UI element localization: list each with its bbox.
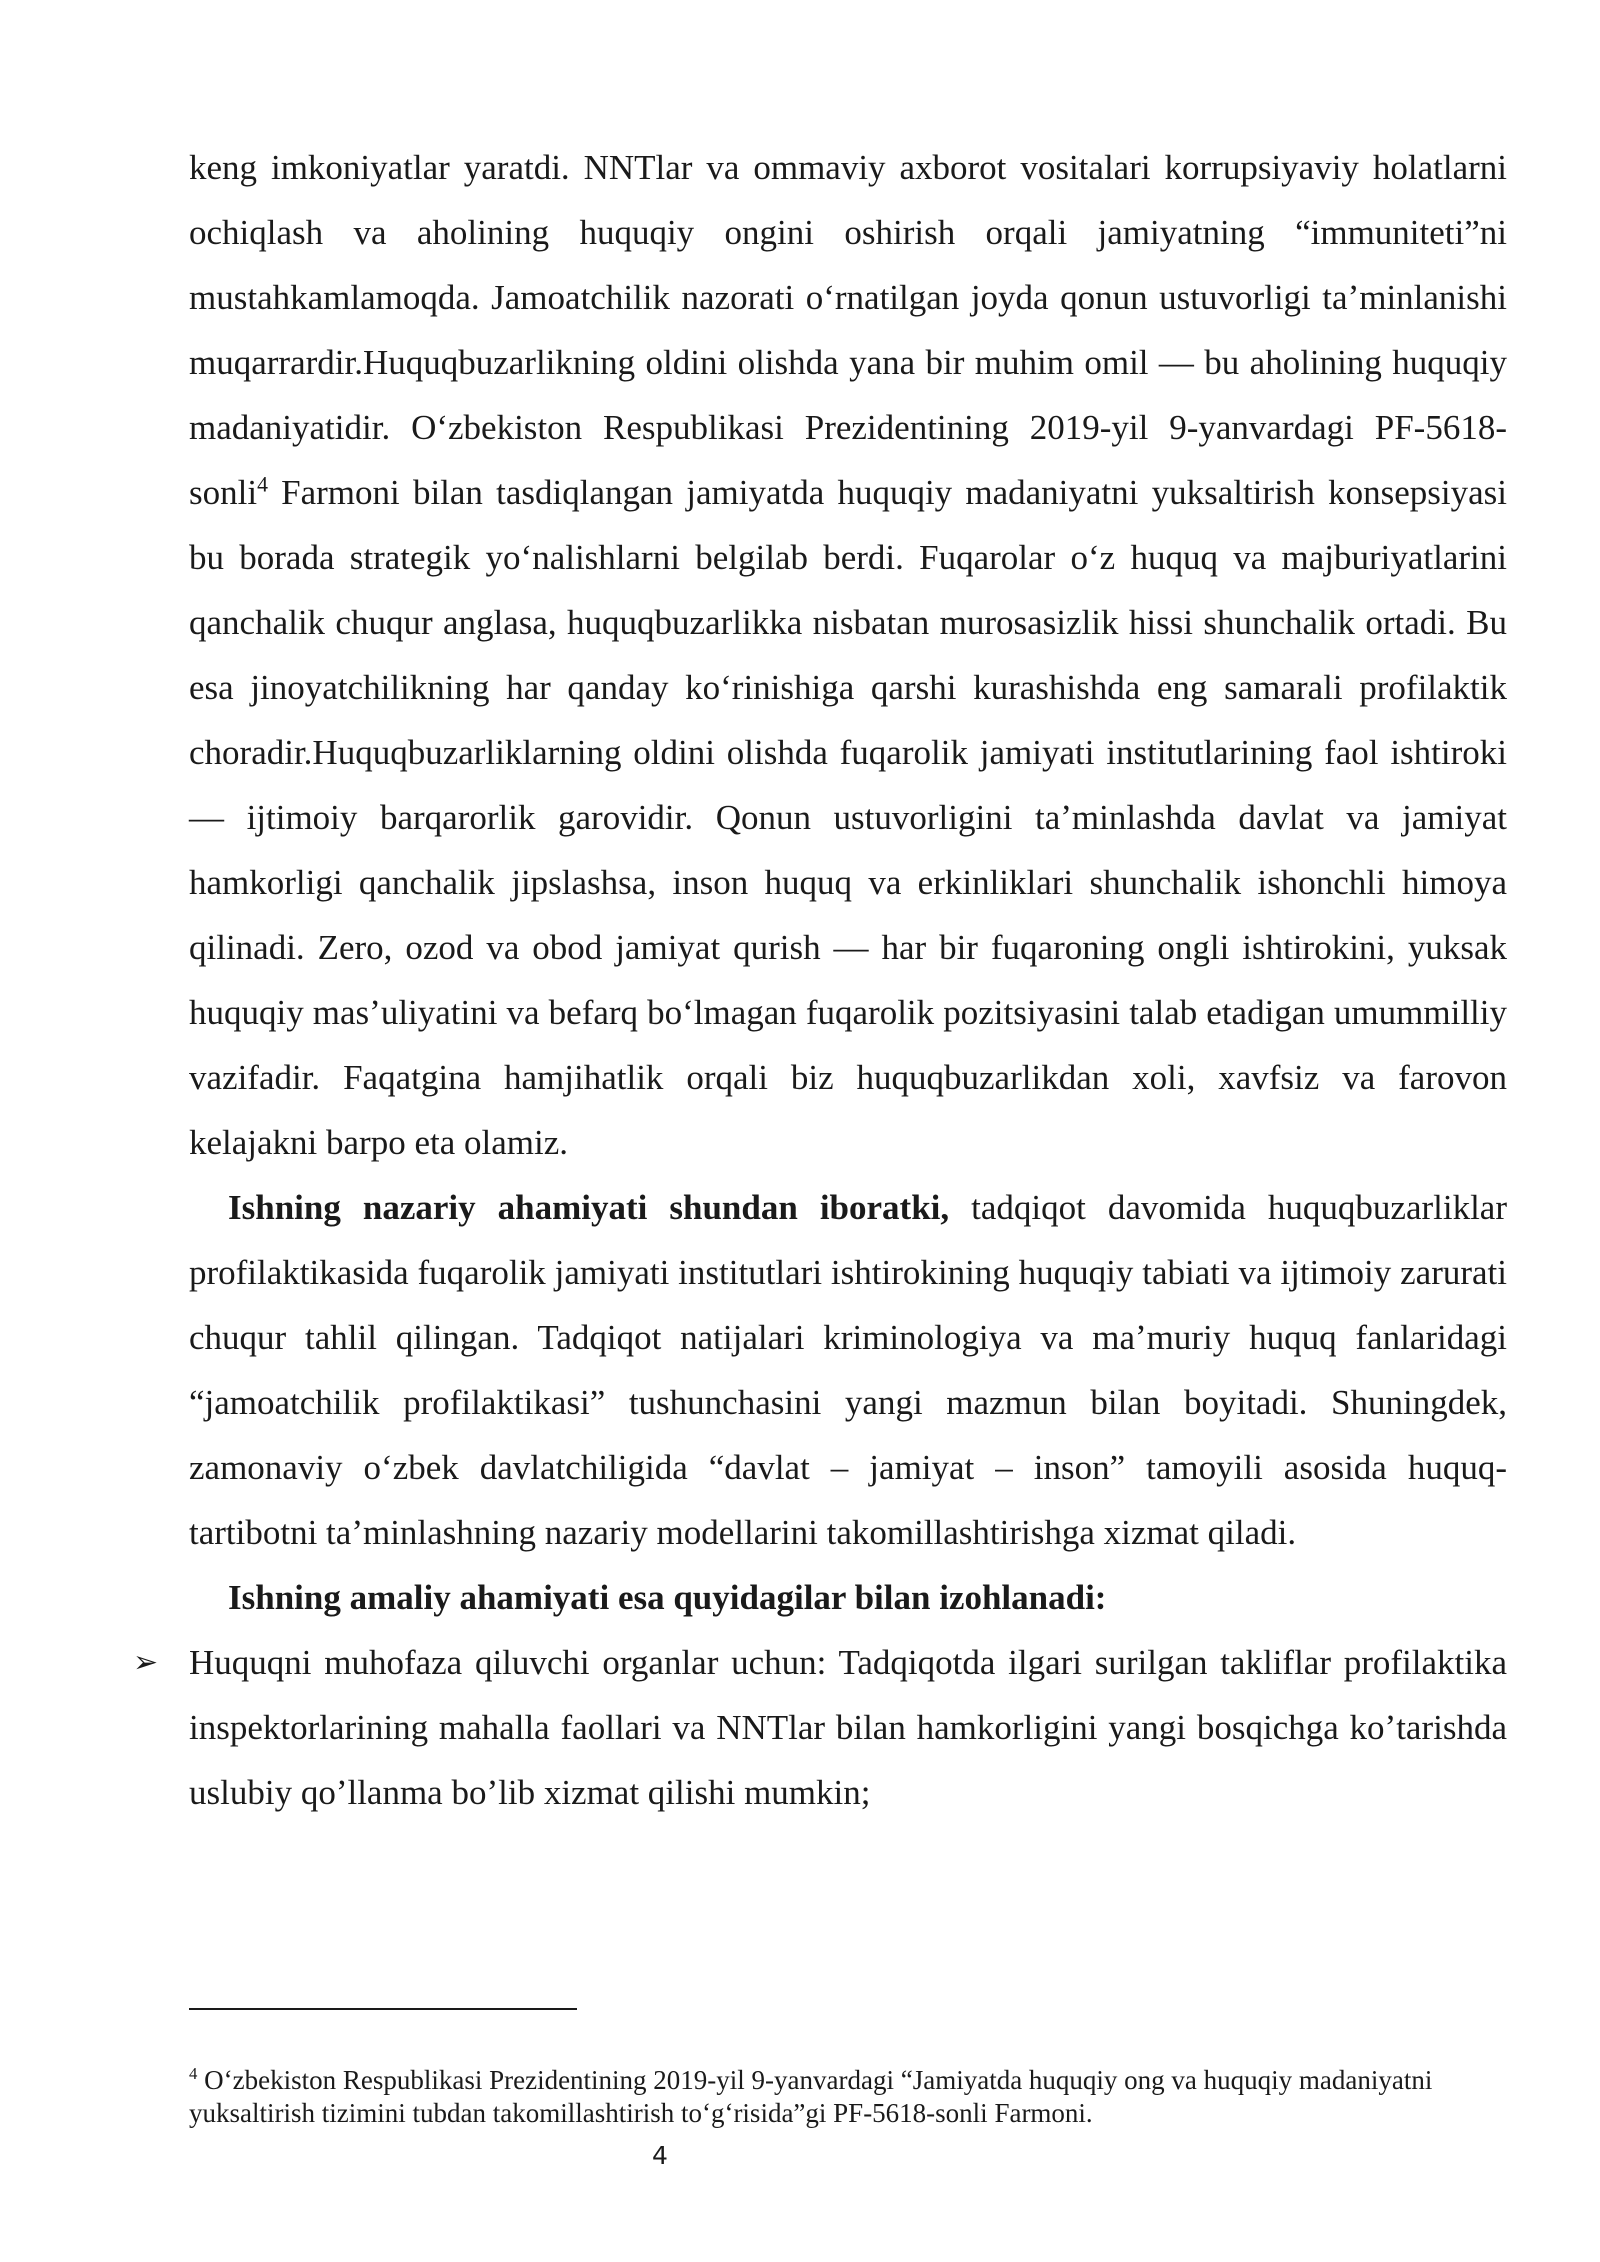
page-number: 4 [652, 2141, 668, 2170]
arrow-bullet-icon: ➢ [133, 1645, 159, 1680]
paragraph-legal-culture [189, 135, 1507, 1175]
section-heading-practical-significance: Ishning amaliy ahamiyati esa quyidagilar bilan izohlanadi: [228, 1578, 1107, 1617]
footnote-text: Oʻzbekiston Respublikasi Prezidentining 2019-yil 9-yanvardagi “Jamiyatda huquqiy ong va huquqiy madaniyatni yuksaltirish tizimini tubdan takomillashtirish toʻgʻrisida”gi PF-5618-sonli Farmoni. [189, 2065, 1433, 2128]
paragraph-text-part-1: keng imkoniyatlar yaratdi. NNTlar va ommaviy axborot vositalari korrupsiyaviy holatlarni ochiqlash va aholining huquqiy ongini oshirish orqali jamiyatning “immuniteti”ni mustahkamlamoqda. Jamoatchilik nazorati oʻrnatilgan joyda qonun ustuvorligi taʼminlanishi muqarrardir.Huquqbuzarlikning oldini olishda yana bir muhim omil — bu aholining huquqiy madaniyatidir. Oʻzbekiston Respublikasi Prezidentining 2019-yil 9-yanvardagi PF-5618-sonli [189, 148, 1507, 512]
paragraph-text: tadqiqot davomida huquqbuzarliklar profilaktikasida fuqarolik jamiyati institutlari ishtirokining huquqiy tabiati va ijtimoiy zarurati chuqur tahlil qilingan. Tadqiqot natijalari kriminologiya va maʼmuriy huquq fanlaridagi “jamoatchilik profilaktikasi” tushunchasini yangi mazmun bilan boyitadi. Shuningdek, zamonaviy oʻzbek davlatchiligida “davlat – jamiyat – inson” tamoyili asosida huquq-tartibotni taʼminlashning nazariy modellarini takomillashtirishga xizmat qiladi. [189, 1188, 1507, 1552]
bold-lead-in: Ishning nazariy ahamiyati shundan iboratki, [228, 1188, 950, 1227]
footnote-reference[interactable]: 4 [257, 472, 268, 497]
paragraph-theoretical-significance [189, 1175, 1507, 1565]
bullet-list [133, 1630, 1507, 1825]
footnote-separator [189, 2008, 577, 2010]
paragraph-text-part-2: Farmoni bilan tasdiqlangan jamiyatda huquqiy madaniyatni yuksaltirish konsepsiyasi bu borada strategik yoʻnalishlarni belgilab berdi. Fuqarolar oʻz huquq va majburiyatlarini qanchalik chuqur anglasa, huquqbuzarlikka nisbatan murosasizlik hissi shunchalik ortadi. Bu esa jinoyatchilikning har qanday koʻrinishiga qarshi kurashishda eng samarali profilaktik choradir.Huquqbuzarliklarning oldini olishda fuqarolik jamiyati institutlarining faol ishtiroki — ijtimoiy barqarorlik garovidir. Qonun ustuvorligini taʼminlashda davlat va jamiyat hamkorligi qanchalik jipslashsa, inson huquq va erkinliklari shunchalik ishonchli himoya qilinadi. Zero, ozod va obod jamiyat qurish — har bir fuqaroning ongli ishtirokini, yuksak huquqiy masʼuliyatini va befarq boʻlmagan fuqarolik pozitsiyasini talab etadigan umummilliy vazifadir. Faqatgina hamjihatlik orqali biz huquqbuzarlikdan xoli, xavfsiz va farovon kelajakni barpo eta olamiz. [189, 473, 1507, 1162]
footnote [189, 2064, 1507, 2130]
list-item-text: Huquqni muhofaza qiluvchi organlar uchun: Tadqiqotda ilgari surilgan takliflar profilaktika inspektorlarining mahalla faollari va NNTlar bilan hamkorligini yangi bosqichga koʼtarishda uslubiy qoʼllanma boʼlib xizmat qilishi mumkin; [189, 1643, 1507, 1812]
list-item [133, 1630, 1507, 1825]
footnote-number: 4 [189, 2064, 198, 2083]
body-text [133, 135, 1507, 1825]
